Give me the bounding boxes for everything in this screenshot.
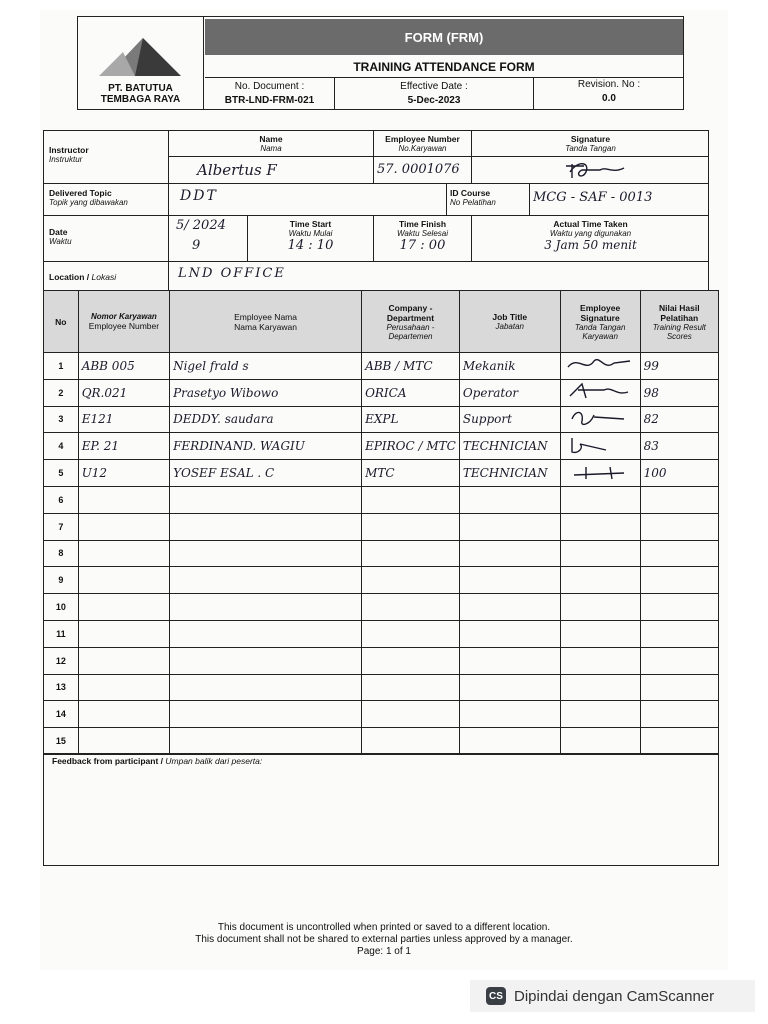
time-start-label: Time Start [289,219,332,229]
row-no: 11 [44,620,79,647]
feedback-box [43,753,719,866]
table-row [44,513,719,540]
col-header-signature-en: Employee Signature [580,302,621,323]
actual-time-label: Actual Time Taken [553,219,628,229]
topic-label-id: Topik yang dibawakan [49,198,128,207]
row-no: 9 [44,567,79,594]
topic-value: DDT [180,188,218,204]
row-score: 98 [640,379,718,406]
id-course-label-id: No Pelatihan [450,198,496,207]
row-signature [560,433,640,460]
time-start-value: 14 : 10 [287,238,334,253]
row-emp-name: Nigel frald s [170,353,362,380]
col-header-emp-no [78,291,169,353]
row-emp-no [78,728,169,755]
time-finish-label-id: Waktu Selesai [397,229,448,238]
row-no: 6 [44,486,79,513]
instructor-label: Instructor [49,145,89,155]
row-no: 15 [44,728,79,755]
table-row [44,620,719,647]
time-finish-cell [374,216,472,261]
row-signature [560,460,640,487]
id-course-label: ID Course [450,188,491,198]
row-score [640,567,718,594]
row-job [459,513,560,540]
row-emp-name [170,620,362,647]
table-row [44,594,719,621]
row-emp-name: Prasetyo Wibowo [170,379,362,406]
location-label-cell [44,262,169,290]
row-no: 1 [44,353,79,380]
row-company [362,486,460,513]
row-signature [560,406,640,433]
row-score [640,513,718,540]
col-header-company [362,291,460,353]
table-row [44,728,719,755]
row-score: 100 [640,460,718,487]
time-start-cell [247,216,374,261]
table-row [44,460,719,487]
signature-label-id: Tanda Tangan [565,144,616,153]
instructor-emp-no-value: 57. 0001076 [374,157,472,183]
row-emp-name [170,728,362,755]
row-job [459,567,560,594]
name-label-id: Nama [260,144,282,153]
row-emp-name [170,594,362,621]
date-value-top: 5/ 2024 [176,218,226,233]
name-label: Name [259,134,283,144]
actual-time-cell [472,216,709,261]
table-row [44,674,719,701]
row-score: 82 [640,406,718,433]
footer-line1: This document is uncontrolled when printed or saved to a different location. [217,922,551,933]
location-value: LND OFFICE [178,266,286,281]
footer-page: Page: 1 of 1 [357,946,411,957]
row-score [640,647,718,674]
effective-date-value: 5-Dec-2023 [407,95,461,106]
feedback-label-line [52,756,718,766]
company-name-line2: TEMBAGA RAYA [100,94,181,105]
col-header-emp-name-id: Nama Karyawan [234,321,297,332]
row-no: 3 [44,406,79,433]
instructor-label-id: Instruktur [49,155,83,164]
col-header-no [44,291,79,353]
row-emp-name [170,540,362,567]
id-course-label-cell [446,184,530,215]
row-signature [560,513,640,540]
camscanner-watermark [470,980,755,1012]
row-no: 14 [44,701,79,728]
row-company [362,594,460,621]
date-label-id: Waktu [49,237,72,246]
row-emp-name: YOSEF ESAL . C [170,460,362,487]
row-score [640,594,718,621]
row-signature [560,594,640,621]
row-company [362,647,460,674]
row-emp-no: ABB 005 [78,353,169,380]
row-emp-no [78,701,169,728]
actual-time-label-id: Waktu yang digunakan [549,229,632,238]
row-company [362,513,460,540]
col-header-job-en: Job Title [492,312,528,322]
table-row [44,647,719,674]
row-no: 7 [44,513,79,540]
row-no: 4 [44,433,79,460]
row-no: 5 [44,460,79,487]
row-emp-name: FERDINAND. WAGIU [170,433,362,460]
row-no: 8 [44,540,79,567]
instructor-label-cell [44,131,169,183]
doc-no-label: No. Document : [234,81,305,92]
row-company [362,701,460,728]
participant-signature-icon [564,407,634,429]
feedback-label-id: Umpan balik dari peserta: [165,756,263,766]
row-score [640,701,718,728]
row-score [640,674,718,701]
table-row [44,540,719,567]
row-score [640,620,718,647]
col-header-score [640,291,718,353]
feedback-label: Feedback from participant / [52,756,163,766]
row-no: 12 [44,647,79,674]
location-label-id: Lokasi [91,272,117,282]
camscanner-badge-icon: CS [486,987,506,1005]
col-header-emp-no-en: Employee Number [88,321,160,331]
table-row [44,701,719,728]
row-emp-no: EP. 21 [78,433,169,460]
row-signature [560,379,640,406]
row-no: 13 [44,674,79,701]
row-score: 83 [640,433,718,460]
row-job: Operator [459,379,560,406]
table-row [44,379,719,406]
col-header-job [459,291,560,353]
row-emp-no [78,647,169,674]
row-emp-no [78,674,169,701]
row-job [459,674,560,701]
col-header-job-id: Jabatan [495,322,524,331]
row-emp-no [78,513,169,540]
date-label-cell [44,216,169,261]
instructor-name-value: Albertus F [169,157,374,183]
form-title: TRAINING ATTENDANCE FORM [205,56,683,78]
row-emp-no [78,594,169,621]
emp-no-label-id: No.Karyawan [398,144,447,153]
topic-label-cell [44,184,169,215]
col-header-signature-id: Tanda Tangan Karyawan [574,322,626,341]
row-job: TECHNICIAN [459,433,560,460]
table-row [44,353,719,380]
row-emp-name [170,567,362,594]
row-emp-no: E121 [78,406,169,433]
doc-no-cell [205,78,335,110]
row-job [459,728,560,755]
revision-label: Revision. No : [577,79,641,90]
row-score [640,486,718,513]
row-company: MTC [362,460,460,487]
col-header-signature [560,291,640,353]
row-signature [560,567,640,594]
topic-label: Delivered Topic [49,188,112,198]
table-row [44,433,719,460]
row-emp-no: U12 [78,460,169,487]
row-job [459,594,560,621]
row-signature [560,701,640,728]
company-name-line1: PT. BATUTUA [108,83,173,94]
effective-date-label: Effective Date : [400,81,468,92]
instructor-signature-icon [560,158,630,182]
participant-signature-icon [564,461,634,483]
name-header-cell [169,131,374,157]
actual-time-value: 3 Jam 50 menit [544,238,637,252]
col-header-emp-name-en: Employee Nama [234,311,297,322]
revision-value: 0.0 [602,93,616,104]
footer-line2: This document shall not be shared to external parties unless approved by a manager. [195,934,573,945]
row-no: 2 [44,379,79,406]
row-signature [560,728,640,755]
row-emp-no: QR.021 [78,379,169,406]
row-company [362,540,460,567]
row-signature [560,620,640,647]
table-header-row [44,291,719,353]
form-label-bar: FORM (FRM) [205,19,683,55]
row-emp-name: DEDDY. saudara [170,406,362,433]
row-emp-name [170,486,362,513]
camscanner-text: Dipindai dengan CamScanner [514,987,715,1005]
row-emp-no [78,567,169,594]
footer [40,922,728,958]
row-job: Support [459,406,560,433]
row-company: EXPL [362,406,460,433]
table-row [44,486,719,513]
emp-no-label: Employee Number [385,134,460,144]
participant-signature-icon [564,380,634,402]
row-signature [560,486,640,513]
row-emp-name [170,674,362,701]
row-signature [560,540,640,567]
col-header-emp-no-id: Nomor Karyawan [90,312,157,321]
col-header-score-en: Training Result Scores [652,322,706,341]
row-job: Mekanik [459,353,560,380]
row-emp-name [170,513,362,540]
date-label: Date [49,227,68,237]
row-job [459,701,560,728]
participant-signature-icon [564,353,634,375]
row-emp-name [170,647,362,674]
row-score [640,540,718,567]
row-company [362,728,460,755]
row-job [459,486,560,513]
location-label: Location / [49,272,90,282]
col-header-company-id: Perusahaan - Departemen [386,322,435,341]
id-course-value: MCG - SAF - 0013 [533,190,653,205]
row-company [362,567,460,594]
row-company: ABB / MTC [362,353,460,380]
table-row [44,567,719,594]
col-header-emp-name [170,291,362,353]
row-company: ORICA [362,379,460,406]
time-finish-label: Time Finish [398,219,447,229]
signature-header-cell [472,131,709,157]
row-signature [560,674,640,701]
revision-cell [534,78,684,110]
row-emp-no [78,486,169,513]
row-score: 99 [640,353,718,380]
col-header-company-en: Company - Department [386,302,435,323]
row-job: TECHNICIAN [459,460,560,487]
row-job [459,647,560,674]
row-company [362,674,460,701]
participant-signature-icon [564,434,634,456]
row-signature [560,353,640,380]
col-header-score-id: Nilai Hasil Pelatihan [658,302,700,323]
doc-no-value: BTR-LND-FRM-021 [224,95,315,106]
row-no: 10 [44,594,79,621]
logo-area [77,16,204,110]
col-header-no-text: No [55,316,67,327]
attendance-table [43,290,719,755]
time-finish-value: 17 : 00 [399,238,446,253]
row-company: EPIROC / MTC [362,433,460,460]
row-emp-name [170,701,362,728]
row-score [640,728,718,755]
table-row [44,406,719,433]
time-start-label-id: Waktu Mulai [288,229,333,238]
date-value-bottom: 9 [192,238,201,253]
company-logo-icon [77,22,204,82]
effective-date-cell [335,78,534,110]
row-emp-no [78,620,169,647]
signature-label: Signature [570,134,611,144]
row-signature [560,647,640,674]
row-emp-no [78,540,169,567]
emp-no-header-cell [374,131,472,157]
row-job [459,620,560,647]
row-company [362,620,460,647]
row-job [459,540,560,567]
